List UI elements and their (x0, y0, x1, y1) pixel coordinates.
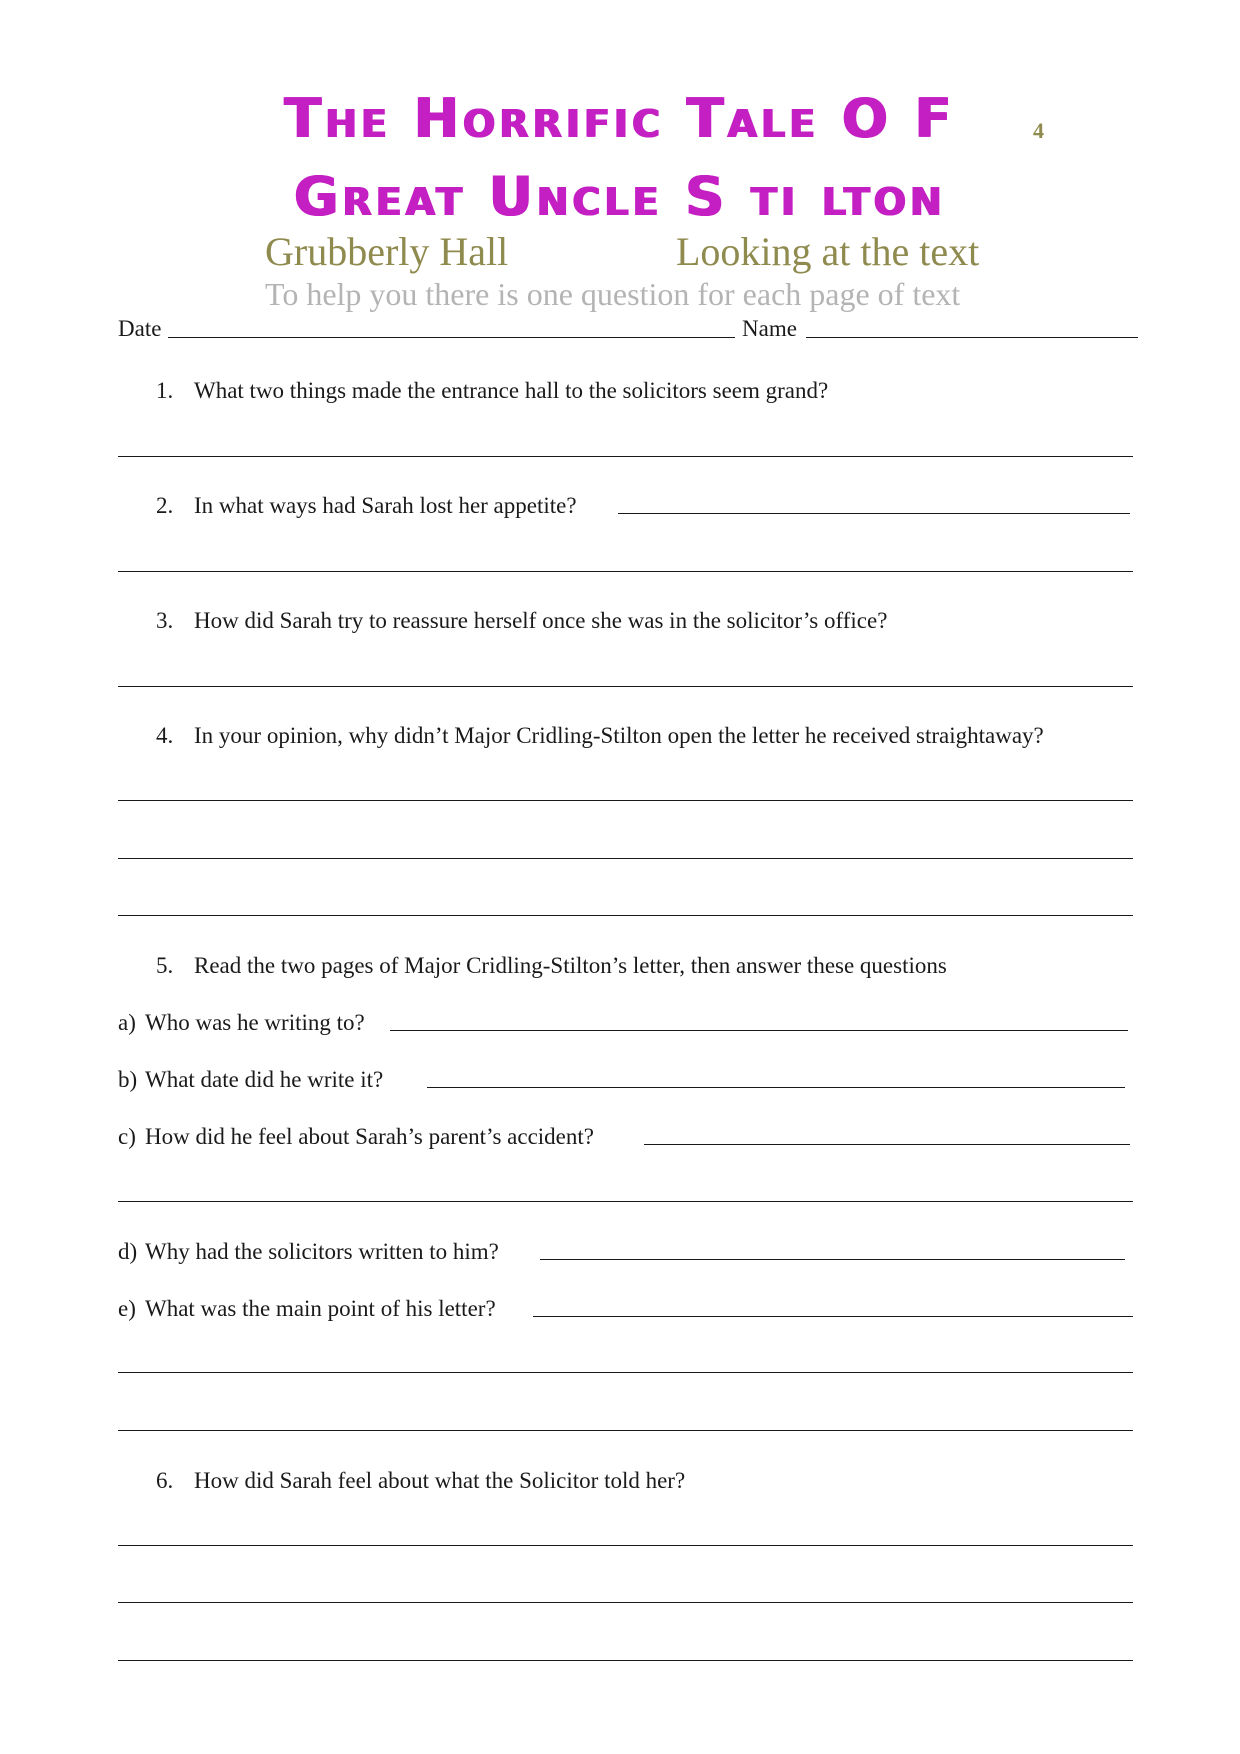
sub-question-label: a) (118, 1010, 136, 1035)
worksheet-title-line-2: Great Uncle S ti lton (294, 165, 946, 228)
answer-line[interactable] (118, 1602, 1133, 1603)
answer-line[interactable] (118, 1430, 1133, 1431)
question-number: 6. (156, 1468, 174, 1493)
inline-answer-line[interactable] (618, 513, 1130, 514)
answer-line[interactable] (118, 686, 1133, 687)
answer-line[interactable] (118, 1660, 1133, 1661)
sub-question-label: d) (118, 1239, 138, 1264)
sub-question-text: Why had the solicitors written to him? (145, 1239, 499, 1264)
name-label: Name (742, 316, 797, 341)
inline-answer-line[interactable] (390, 1030, 1128, 1031)
sub-question-label: c) (118, 1124, 136, 1149)
question-text: How did Sarah try to reassure herself once she was in the solicitor’s office? (194, 608, 888, 633)
worksheet-title-line-1: The Horrific Tale O F (284, 87, 956, 150)
sub-question-text: What was the main point of his letter? (145, 1296, 496, 1321)
subtitle-activity: Looking at the text (676, 229, 980, 274)
inline-answer-line[interactable] (533, 1316, 1133, 1317)
subtitle-book-section: Grubberly Hall (265, 229, 509, 274)
help-text: To help you there is one question for each page of text (265, 276, 961, 312)
answer-line[interactable] (118, 1372, 1133, 1373)
inline-answer-line[interactable] (644, 1144, 1130, 1145)
question-text: In your opinion, why didn’t Major Cridling-Stilton open the letter he received straightaway? (194, 723, 1044, 748)
question-number: 4. (156, 723, 174, 748)
answer-line[interactable] (118, 858, 1133, 859)
question-text: What two things made the entrance hall to the solicitors seem grand? (194, 378, 829, 403)
question-number: 3. (156, 608, 174, 633)
answer-line[interactable] (118, 1545, 1133, 1546)
question-number: 2. (156, 493, 174, 518)
answer-line[interactable] (118, 1201, 1133, 1202)
inline-answer-line[interactable] (540, 1259, 1125, 1260)
name-answer-line[interactable] (806, 337, 1138, 338)
question-text: How did Sarah feel about what the Solicitor told her? (194, 1468, 686, 1493)
question-text: In what ways had Sarah lost her appetite? (194, 493, 577, 518)
sub-question-label: e) (118, 1296, 136, 1321)
sub-question-text: Who was he writing to? (145, 1010, 365, 1035)
sub-question-label: b) (118, 1067, 138, 1092)
inline-answer-line[interactable] (427, 1087, 1125, 1088)
answer-line[interactable] (118, 571, 1133, 572)
page-number: 4 (1033, 118, 1044, 143)
sub-question-text: What date did he write it? (145, 1067, 384, 1092)
date-answer-line[interactable] (168, 337, 735, 338)
question-text: Read the two pages of Major Cridling-Stilton’s letter, then answer these questions (194, 953, 947, 978)
question-number: 1. (156, 378, 174, 403)
date-label: Date (118, 316, 162, 341)
sub-question-text: How did he feel about Sarah’s parent’s accident? (145, 1124, 594, 1149)
answer-line[interactable] (118, 800, 1133, 801)
question-number: 5. (156, 953, 174, 978)
answer-line[interactable] (118, 456, 1133, 457)
answer-line[interactable] (118, 915, 1133, 916)
